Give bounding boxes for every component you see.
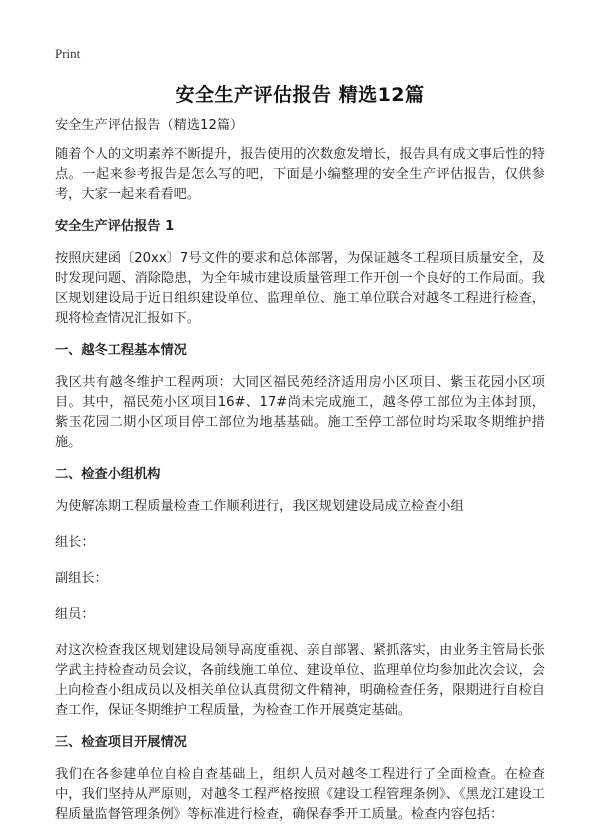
leader-label: 组长：: [55, 535, 95, 550]
section1-paragraph: 我区共有越冬维护工程两项：大同区福民苑经济适用房小区项目、紫玉花园小区项目。其中，福民苑小区项目16#、17#尚未完成施工，越冬停工部位为主体封顶，紫玉花园二期小区项目停工部位为地基基础。施工至停工部位时均采取冬期维护措施。: [55, 375, 545, 450]
print-label[interactable]: Print: [55, 46, 81, 61]
document-subtitle: 安全生产评估报告（精选12篇）: [55, 118, 244, 133]
section2-heading: 二、检查小组机构: [55, 467, 161, 482]
document-title: 安全生产评估报告 精选12篇: [175, 84, 425, 106]
intro-paragraph: 随着个人的文明素养不断提升，报告使用的次数愈发增长，报告具有成文事后性的特点。一起来参考报告是怎么写的吧，下面是小编整理的安全生产评估报告，仅供参考，大家一起来看看吧。: [55, 147, 545, 202]
members-label: 组员：: [55, 607, 95, 622]
section3-heading: 三、检查项目开展情况: [55, 735, 187, 750]
section1-heading: 一、越冬工程基本情况: [55, 343, 187, 358]
report-intro-paragraph: 按照庆建函〔20xx〕7号文件的要求和总体部署，为保证越冬工程项目质量安全，及时发现问题、消除隐患，为全年城市建设质量管理工作开创一个良好的工作局面。我区规划建设局于近日组织建设单位、监理单位、施工单位联合对越冬工程进行检查，现将检查情况汇报如下。: [55, 251, 545, 326]
document-body: [55, 116, 545, 834]
report-heading: 安全生产评估报告 1: [55, 219, 175, 234]
deputy-leader-label: 副组长：: [55, 571, 108, 586]
section2-paragraph: 为使解冻期工程质量检查工作顺利进行，我区规划建设局成立检查小组: [55, 499, 464, 514]
section3-paragraph: 我们在各参建单位自检自查基础上，组织人员对越冬工程进行了全面检查。在检查中，我们坚持从严原则，对越冬工程严格按照《建设工程管理条例》、《黑龙江建设工程质量监督管理条例》等标准进行检查，确保春季开工质量。检查内容包括：: [55, 767, 545, 822]
section2-detail-paragraph: 对这次检查我区规划建设局领导高度重视、亲自部署、紧抓落实，由业务主管局长张学武主持检查动员会议，各前线施工单位、建设单位、监理单位均参加此次会议，会上向检查小组成员以及相关单位认真贯彻文件精神，明确检查任务，限期进行自检自查工作，保证冬期维护工程质量，为检查工作开展奠定基础。: [55, 643, 545, 718]
